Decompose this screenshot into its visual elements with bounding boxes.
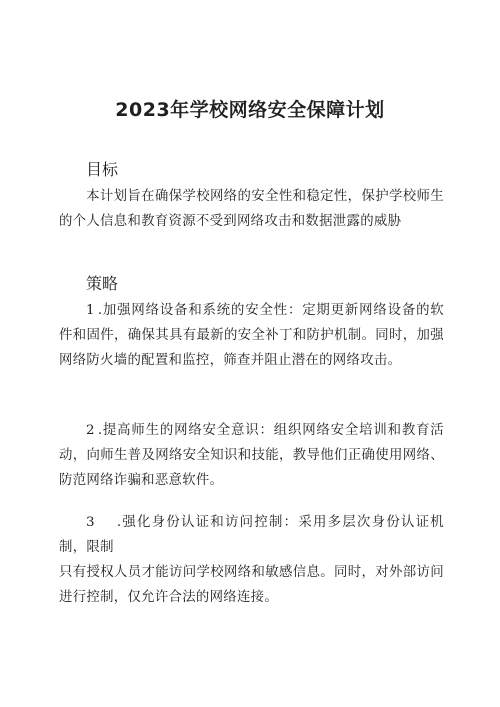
section-heading-goal: 目标 <box>86 160 119 179</box>
strategy-item-text-line1: .强化身份认证和访问控制：采用多层次身份认证机制，限制 <box>59 515 444 555</box>
strategy-item-number: 3 <box>86 515 95 530</box>
strategy-item-number: 2 <box>86 423 95 438</box>
strategy-item-text-rest: 只有授权人员才能访问学校网络和敏感信息。同时，对外部访问进行控制，仅允许合法的网络连接。 <box>59 565 444 605</box>
strategy-item-text: .提高师生的网络安全意识：组织网络安全培训和教育活动，向师生普及网络安全知识和技能，教导他们正确使用网络、防范网络诈骗和恶意软件。 <box>59 423 444 488</box>
strategy-item-text: .加强网络设备和系统的安全性：定期更新网络设备的软件和固件，确保其具有最新的安全补丁和防护机制。同时，加强网络防火墙的配置和监控，筛查并阻止潜在的网络攻击。 <box>59 303 444 368</box>
strategy-item-1 <box>59 298 444 373</box>
document-title: 2023年学校网络安全保障计划 <box>115 99 385 121</box>
strategy-item-3 <box>59 510 444 610</box>
goal-text: 本计划旨在确保学校网络的安全性和稳定性，保护学校师生的个人信息和教育资源不受到网络攻击和数据泄露的威胁 <box>59 189 444 229</box>
goal-paragraph <box>59 184 444 234</box>
section-heading-strategy: 策略 <box>86 274 119 293</box>
strategy-item-2 <box>59 418 444 493</box>
strategy-item-number: 1 <box>86 303 95 318</box>
